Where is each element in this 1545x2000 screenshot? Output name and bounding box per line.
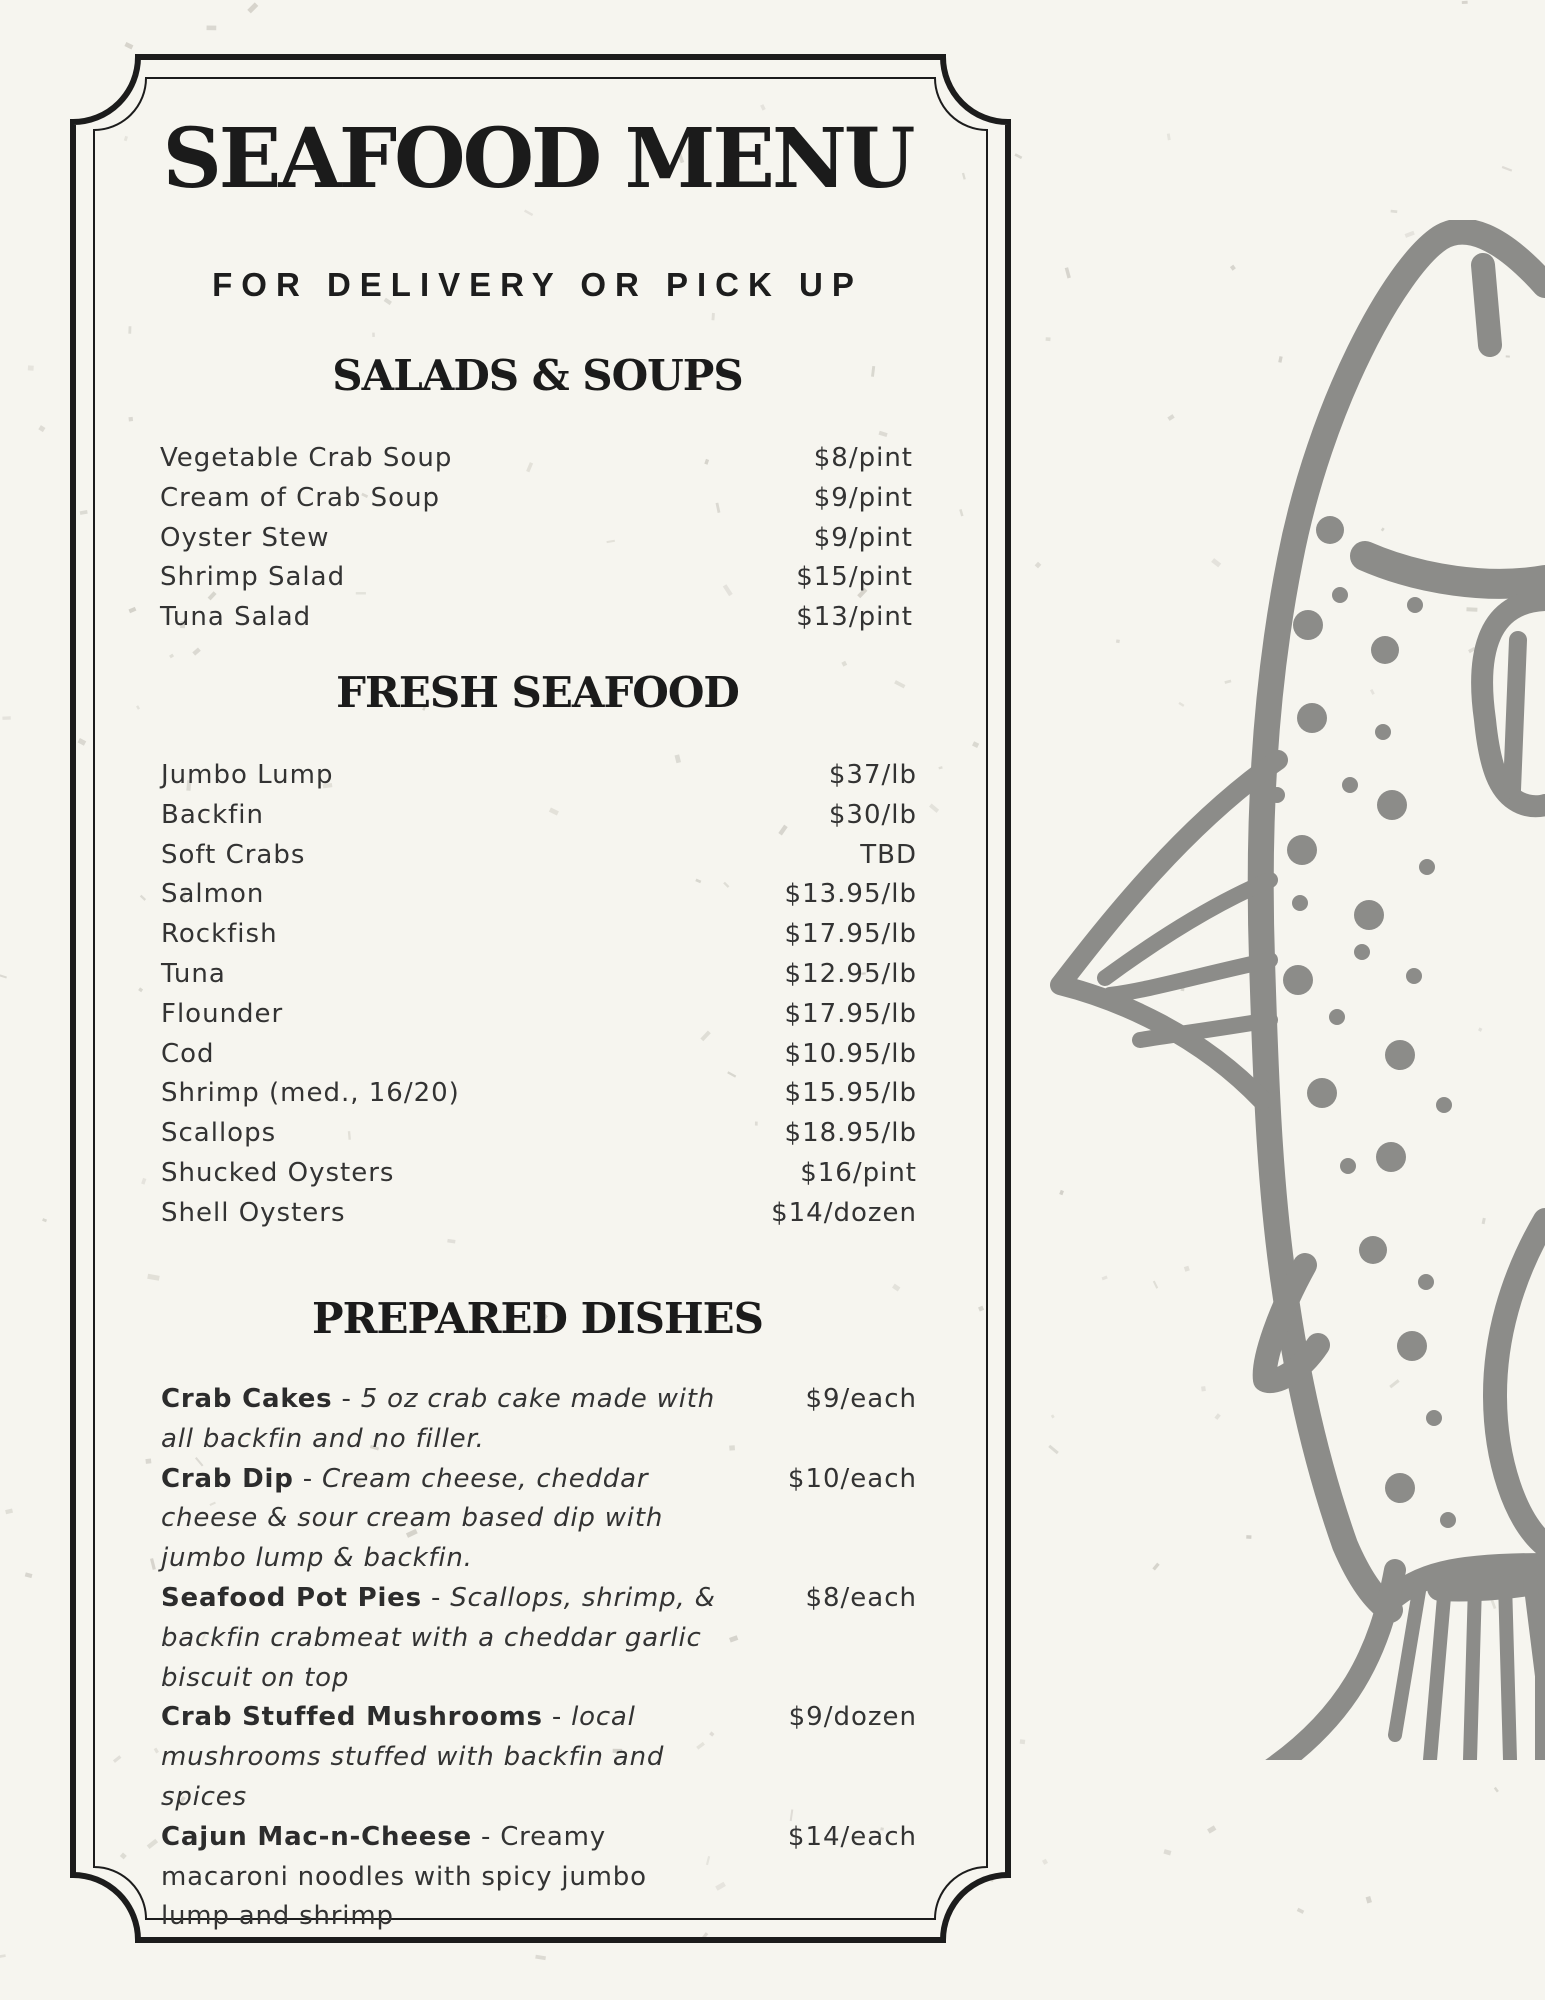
list-item — [161, 1380, 917, 1460]
speckle — [42, 1218, 47, 1222]
dish-description: Crab Dip - Cream cheese, cheddar cheese & sour cream based dip with jumbo lump & backfin. — [161, 1463, 664, 1574]
dish-price: $9/each — [805, 1384, 917, 1414]
item-name: Flounder — [161, 998, 284, 1029]
fish-illustration-icon — [1040, 220, 1545, 1760]
item-price: $14/dozen — [771, 1197, 917, 1228]
speckle — [1163, 1849, 1171, 1855]
item-price: TBD — [860, 839, 917, 870]
dish-price: $8/each — [805, 1582, 917, 1613]
dish-price: $10/each — [787, 1463, 917, 1494]
list-item — [161, 836, 917, 876]
item-price: $10.95/lb — [784, 1038, 917, 1069]
list-item — [161, 995, 917, 1035]
item-price: $37/lb — [828, 760, 917, 790]
item-name: Cod — [161, 1038, 215, 1069]
list-item — [161, 915, 917, 955]
item-name: Jumbo Lump — [161, 760, 334, 790]
item-price: $12.95/lb — [784, 958, 917, 989]
list-item — [161, 756, 917, 796]
list-item — [161, 1194, 917, 1234]
item-price: $9/pint — [813, 482, 913, 513]
list-item — [160, 519, 913, 559]
dish-description: Crab Stuffed Mushrooms - local mushrooms stuffed with backfin and spices — [161, 1702, 665, 1812]
speckle — [1020, 1739, 1026, 1744]
item-price: $13.95/lb — [784, 879, 917, 910]
item-price: $13/pint — [796, 602, 913, 633]
speckle — [5, 1509, 13, 1515]
dish-price: $9/dozen — [788, 1702, 917, 1733]
item-name: Rockfish — [161, 919, 278, 950]
speckle — [1014, 153, 1022, 159]
prepared-dishes-list — [161, 1380, 917, 1937]
item-price: $8/pint — [813, 443, 913, 473]
speckle — [1494, 1787, 1499, 1793]
dish-name: Crab Dip — [161, 1463, 294, 1494]
item-name: Scallops — [161, 1118, 277, 1149]
speckle — [1207, 1825, 1216, 1833]
item-name: Vegetable Crab Soup — [160, 443, 453, 473]
list-item — [160, 558, 913, 598]
item-name: Tuna — [161, 958, 226, 989]
section-title-salads: SALADS & SOUPS — [332, 351, 743, 400]
item-name: Cream of Crab Soup — [160, 482, 441, 513]
dish-description: Seafood Pot Pies - Scallops, shrimp, & backfin crabmeat with a cheddar garlic biscuit on top — [161, 1582, 716, 1693]
list-item — [161, 1074, 917, 1114]
item-price: $15/pint — [796, 562, 913, 593]
item-name: Soft Crabs — [161, 839, 306, 870]
dish-detail: local mushrooms stuffed with backfin and spices — [161, 1702, 665, 1812]
fresh-seafood-list — [161, 756, 917, 1234]
item-name: Oyster Stew — [160, 522, 330, 553]
dish-price: $14/each — [787, 1821, 917, 1852]
salads-list — [160, 439, 913, 638]
item-price: $17.95/lb — [784, 919, 917, 950]
page-title: SEAFOOD MENU — [162, 111, 913, 207]
section-title-fresh: FRESH SEAFOOD — [336, 668, 739, 717]
list-item — [161, 1114, 917, 1154]
item-name: Shell Oysters — [161, 1197, 346, 1228]
dish-detail: 5 oz crab cake made with all backfin and no filler. — [161, 1384, 716, 1454]
speckle — [1391, 210, 1398, 213]
list-item — [161, 796, 917, 836]
speckle — [28, 365, 34, 370]
speckle — [25, 1572, 33, 1578]
item-price: $17.95/lb — [784, 998, 917, 1029]
list-item — [160, 598, 913, 638]
section-title-prepared: PREPARED DISHES — [312, 1294, 763, 1343]
item-price: $15.95/lb — [784, 1078, 917, 1109]
item-name: Shrimp Salad — [160, 562, 346, 593]
dish-name: Crab Cakes — [161, 1384, 333, 1414]
list-item — [161, 1579, 917, 1698]
item-name: Shucked Oysters — [161, 1157, 395, 1188]
list-item — [160, 479, 913, 519]
speckle — [2, 716, 10, 720]
list-item — [161, 875, 917, 915]
speckle — [1167, 133, 1171, 140]
list-item — [161, 1698, 917, 1817]
item-price: $16/pint — [800, 1157, 917, 1188]
dish-detail: Scallops, shrimp, & backfin crabmeat with a cheddar garlic biscuit on top — [161, 1582, 716, 1693]
speckle — [124, 42, 133, 49]
speckle — [0, 1954, 6, 1958]
speckle — [247, 2, 258, 13]
speckle — [1366, 1896, 1372, 1903]
list-item — [161, 1460, 917, 1579]
list-item — [161, 1154, 917, 1194]
list-item — [160, 439, 913, 479]
item-name: Tuna Salad — [160, 602, 312, 633]
dish-description: Cajun Mac-n-Cheese - Creamy macaroni noodles with spicy jumbo lump and shrimp — [161, 1821, 647, 1932]
item-name: Backfin — [161, 799, 264, 830]
dish-name: Crab Stuffed Mushrooms — [161, 1702, 543, 1733]
speckle — [38, 425, 45, 432]
list-item — [161, 1818, 917, 1937]
speckle — [1502, 166, 1512, 172]
speckle — [1042, 1859, 1048, 1865]
dish-name: Cajun Mac-n-Cheese — [161, 1821, 472, 1852]
list-item — [161, 955, 917, 995]
item-price: $18.95/lb — [784, 1118, 917, 1149]
dish-name: Seafood Pot Pies — [161, 1582, 422, 1613]
item-name: Shrimp (med., 16/20) — [161, 1078, 460, 1109]
speckle — [535, 1955, 546, 1960]
subtitle: FOR DELIVERY OR PICK UP — [212, 266, 863, 303]
dish-detail: Creamy macaroni noodles with spicy jumbo lump and shrimp — [161, 1821, 647, 1932]
item-name: Salmon — [161, 879, 265, 910]
speckle — [1297, 1908, 1304, 1914]
speckle — [0, 974, 7, 978]
dish-detail: Cream cheese, cheddar cheese & sour cream based dip with jumbo lump & backfin. — [161, 1463, 664, 1574]
speckle — [1462, 1, 1468, 4]
dish-description: Crab Cakes - 5 oz crab cake made with all backfin and no filler. — [161, 1384, 716, 1454]
speckle — [207, 26, 217, 31]
item-price: $9/pint — [813, 522, 913, 553]
item-price: $30/lb — [828, 799, 917, 830]
list-item — [161, 1035, 917, 1075]
